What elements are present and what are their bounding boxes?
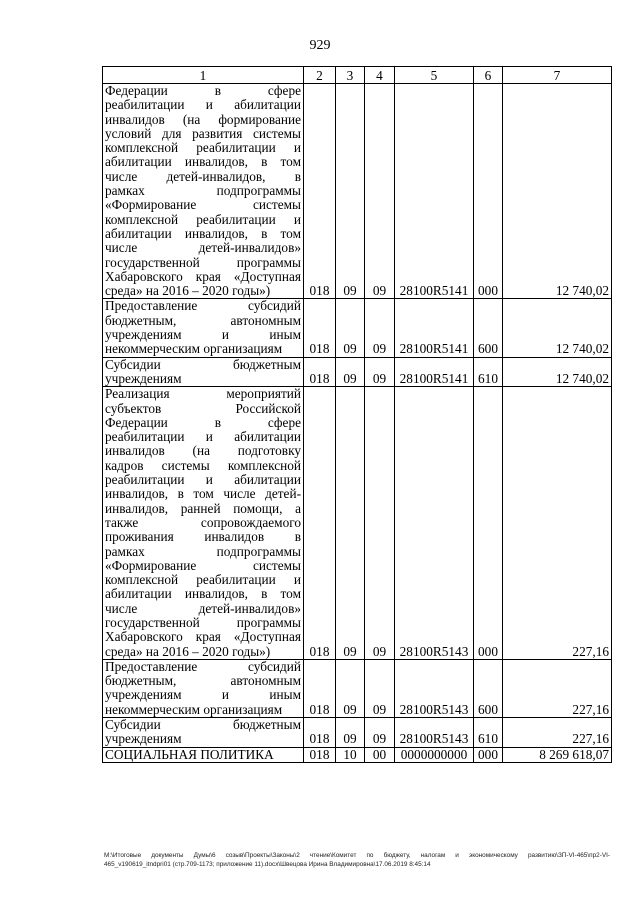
table-body [103, 84, 612, 763]
cell-amount: 12 740,02 [503, 357, 612, 387]
cell-target-article: 28100R5143 [395, 659, 474, 717]
description-line: государственной программы [105, 254, 301, 270]
cell-razdel: 09 [336, 299, 365, 357]
header-col-3: 3 [336, 67, 365, 84]
description-line: рамках подпрограммы [105, 543, 301, 559]
cell-expense-type: 000 [474, 387, 503, 660]
cell-kvsr: 018 [304, 387, 336, 660]
table-row [103, 84, 612, 299]
cell-podrazdel: 09 [365, 659, 395, 717]
cell-expense-type: 610 [474, 357, 503, 387]
cell-amount: 227,16 [503, 718, 612, 748]
total-target-article: 0000000000 [395, 747, 474, 762]
cell-kvsr: 018 [304, 659, 336, 717]
description-line: также сопровождаемого [105, 514, 301, 530]
cell-podrazdel: 09 [365, 387, 395, 660]
description-line: инвалидов (на формирование [105, 111, 301, 127]
description-line: Федерации в сфере [105, 414, 301, 430]
description-line: комплексной реабилитации и [105, 572, 301, 588]
description-line: числе детей-инвалидов, в [105, 168, 301, 184]
description-line: комплексной реабилитации и [105, 140, 301, 156]
description-line: реабилитации и абилитации [105, 472, 301, 488]
description-line: среда» на 2016 – 2020 годы») [105, 283, 271, 299]
cell-target-article: 28100R5141 [395, 299, 474, 357]
total-kvsr: 018 [304, 747, 336, 762]
table-row [103, 299, 612, 357]
cell-kvsr: 018 [304, 299, 336, 357]
cell-amount: 12 740,02 [503, 84, 612, 299]
description-line: абилитации инвалидов, в том [105, 154, 301, 170]
cell-razdel: 09 [336, 357, 365, 387]
file-path-footer [104, 852, 610, 869]
description-line: Субсидии бюджетным [105, 356, 301, 372]
description-line: учреждениям и иным [105, 687, 301, 703]
cell-kvsr: 018 [304, 84, 336, 299]
table-row [103, 387, 612, 660]
description-line: условий для развития системы [105, 125, 301, 141]
cell-razdel: 09 [336, 387, 365, 660]
cell-podrazdel: 09 [365, 357, 395, 387]
cell-kvsr: 018 [304, 718, 336, 748]
description-line: учреждениям и иным [105, 327, 301, 343]
cell-razdel: 09 [336, 718, 365, 748]
cell-target-article: 28100R5141 [395, 357, 474, 387]
row-description [103, 84, 304, 299]
row-description [103, 718, 304, 748]
description-line: абилитации инвалидов, в том [105, 586, 301, 602]
description-line: бюджетным, автономным [105, 312, 301, 328]
footer-line-1: M:\Итоговые документы Думы\6 созыв\Проекты\Законы\2 чтение\Комитет по бюджету, налогам и экономическому развитию\ЗП-VI-465\пр2-VI- [104, 852, 610, 859]
header-col-6: 6 [474, 67, 503, 84]
description-line: учреждениям [105, 731, 182, 747]
cell-kvsr: 018 [304, 357, 336, 387]
description-line: бюджетным, автономным [105, 673, 301, 689]
description-line: субъектов Российской [105, 400, 301, 416]
header-col-7: 7 [503, 67, 612, 84]
description-line: Федерации в сфере [105, 83, 301, 98]
cell-podrazdel: 09 [365, 299, 395, 357]
description-line: инвалидов, ранней помощи, а [105, 500, 301, 516]
description-line: числе детей-инвалидов» [105, 600, 301, 616]
description-line: проживания инвалидов в [105, 529, 301, 545]
table-row [103, 659, 612, 717]
description-line: Реализация мероприятий [105, 386, 301, 402]
description-line: Субсидии бюджетным [105, 717, 301, 733]
description-line: государственной программы [105, 614, 301, 630]
total-podrazdel: 00 [365, 747, 395, 762]
header-col-1: 1 [103, 67, 304, 84]
cell-razdel: 09 [336, 659, 365, 717]
header-col-4: 4 [365, 67, 395, 84]
total-amount: 8 269 618,07 [503, 747, 612, 762]
description-line: Предоставление субсидий [105, 658, 301, 674]
description-line: абилитации инвалидов, в том [105, 225, 301, 241]
cell-target-article: 28100R5143 [395, 387, 474, 660]
row-description [103, 299, 304, 357]
table-row [103, 357, 612, 387]
cell-target-article: 28100R5141 [395, 84, 474, 299]
cell-expense-type: 600 [474, 659, 503, 717]
page-number: 929 [309, 38, 331, 53]
budget-table [102, 66, 612, 763]
cell-target-article: 28100R5143 [395, 718, 474, 748]
header-col-5: 5 [395, 67, 474, 84]
table-row [103, 718, 612, 748]
description-line: комплексной реабилитации и [105, 211, 301, 227]
description-line: некоммерческим организациям [105, 341, 283, 357]
cell-expense-type: 600 [474, 299, 503, 357]
header-col-2: 2 [304, 67, 336, 84]
cell-razdel: 09 [336, 84, 365, 299]
total-row [103, 747, 612, 762]
description-line: рамках подпрограммы [105, 183, 301, 199]
description-line: инвалидов, в том числе детей- [105, 486, 301, 502]
row-description [103, 387, 304, 660]
description-line: реабилитации и абилитации [105, 429, 301, 445]
footer-line-2: 465_v190619_itndpri01 (стр.709-1173; приложение 11).docx\Швецова Ирина Владимировна\17.06.2019 8:45:14 [104, 860, 431, 868]
description-line: учреждениям [105, 370, 182, 386]
cell-amount: 12 740,02 [503, 299, 612, 357]
total-label: СОЦИАЛЬНАЯ ПОЛИТИКА [103, 747, 304, 762]
row-description [103, 659, 304, 717]
description-line: среда» на 2016 – 2020 годы») [105, 643, 271, 659]
total-razdel: 10 [336, 747, 365, 762]
row-description [103, 357, 304, 387]
cell-podrazdel: 09 [365, 718, 395, 748]
description-line: реабилитации и абилитации [105, 97, 301, 113]
description-line: «Формирование системы [105, 197, 301, 213]
description-line: некоммерческим организациям [105, 701, 283, 717]
total-expense-type: 000 [474, 747, 503, 762]
description-line: инвалидов (на подготовку [105, 443, 301, 459]
header-row [103, 67, 612, 84]
cell-amount: 227,16 [503, 659, 612, 717]
description-line: Предоставление субсидий [105, 298, 301, 314]
cell-amount: 227,16 [503, 387, 612, 660]
description-line: Хабаровского края «Доступная [105, 268, 301, 284]
cell-expense-type: 000 [474, 84, 503, 299]
description-line: Хабаровского края «Доступная [105, 629, 301, 645]
description-line: «Формирование системы [105, 557, 301, 573]
cell-podrazdel: 09 [365, 84, 395, 299]
cell-expense-type: 610 [474, 718, 503, 748]
description-line: числе детей-инвалидов» [105, 240, 301, 256]
description-line: кадров системы комплексной [105, 457, 301, 473]
